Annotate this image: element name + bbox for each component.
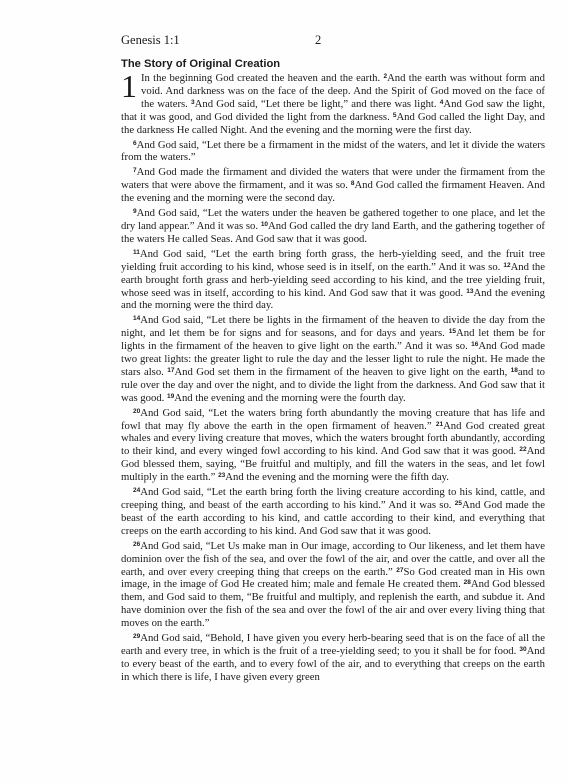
verse-number: 6 [133, 139, 137, 147]
verse-number: 15 [448, 328, 457, 336]
verse-text: So God created man in His own image, in the image of God He created him; male and female He created them. [121, 565, 545, 591]
verse-paragraph [121, 632, 545, 684]
verse-text: And God said, “Let the waters under the heaven be gathered together to one place, and let the dry land appear.” And it was so. [121, 207, 545, 232]
verse-text: In the beginning God created the heaven and the earth. [141, 72, 384, 84]
verse-text: And the evening and the morning were the fourth day. [174, 391, 406, 404]
verse-text: And God said, “Let there be light,” and there was light. [194, 97, 440, 110]
verse-number: 12 [503, 261, 511, 269]
verse-text: And God said, “Behold, I have given you every herb-bearing seed that is on the face of all the earth and every tree, in which is the fruit of a tree-yielding seed; to you it shall be for food. [121, 632, 545, 657]
verse-text: And God set them in the firmament of the heaven to give light on the earth, [174, 365, 511, 378]
verse-number: 26 [133, 540, 141, 548]
verse-paragraph [121, 207, 545, 246]
verse-number: 5 [392, 111, 397, 119]
verse-paragraph [121, 166, 545, 205]
running-head: Genesis 1:1 [121, 33, 180, 47]
verse-text: And God said, “Let the waters bring forth abundantly the moving creature that has life and fowl that may fly above the earth in the open firmament of heaven.” [121, 406, 545, 432]
verse-text: and to rule over the day and over the night, and to divide the light from the darkness. And God saw that it was good. [121, 365, 546, 404]
paragraphs [121, 68, 546, 684]
verse-text: And God called the dry land Earth, and the gathering together of the waters He called Seas. And God saw that it was good. [121, 219, 545, 245]
verse-text: And the evening and the morning were the third day. [121, 286, 545, 312]
verse-number: 3 [191, 98, 195, 106]
verse-number: 4 [439, 98, 444, 106]
verse-text: And God made the beast of the earth according to his kind, and cattle according to their kind, and everything that creeps on the earth according to his kind. And God saw that it was good. [121, 499, 545, 537]
verse-number: 30 [519, 645, 527, 653]
verse-number: 10 [260, 220, 269, 228]
scripture-text [121, 58, 545, 684]
verse-number: 8 [350, 180, 355, 188]
verse-text: And God made the firmament and divided the waters that were under the firmament from the waters that were above the firmament, and it was so. [121, 166, 545, 192]
verse-number: 22 [519, 446, 527, 454]
verse-text: And God said, “Let the earth bring forth the living creature according to his kind, cattle, and creeping thing, and beast of the earth according to his kind.” And it was so. [121, 486, 545, 511]
verse-text: And God called the light Day, and the darkness He called Night. And the evening and the morning were the first day. [121, 110, 545, 136]
verse-number: 19 [167, 392, 175, 400]
verse-text: And the earth was without form and void. And darkness was on the face of the deep. And the Spirit of God moved on the face of the waters. [141, 72, 545, 110]
verse-text: And God saw the light, that it was good, and God divided the light from the darkness. [121, 97, 545, 123]
verse-number: 14 [133, 315, 141, 323]
page-number: 2 [315, 33, 322, 47]
verse-text: And God said, “Let there be lights in the firmament of the heaven to divide the day from the night, and let them be for signs and for seasons, and for days and years. [121, 314, 545, 340]
verse-number: 11 [133, 248, 140, 256]
verse-number: 7 [133, 167, 137, 175]
chapter-number: 1 [121, 68, 137, 104]
verse-text: And God blessed them, and God said to them, “Be fruitful and multiply, and replenish the earth, and subdue it. And have dominion over the fish of the sea and over the fowl of the air and over every living thing that moves on the earth.” [121, 578, 545, 630]
verse-paragraph [121, 540, 545, 630]
verse-number: 24 [133, 487, 141, 495]
verse-paragraph [121, 68, 545, 137]
section-heading: The Story of Original Creation [121, 58, 281, 70]
verse-number: 27 [396, 566, 404, 574]
verse-text: And let them be for lights in the firmament of the heaven to give light on the earth.” And it was so. [121, 327, 545, 353]
verse-text: And the earth brought forth grass and herb-yielding seed according to his kind, and the tree yielding fruit, whose seed was in itself, according to his kind. And God saw that it was good. [121, 260, 545, 299]
verse-text: And God said, “Let Us make man in Our image, according to Our likeness, and let them have dominion over the fish of the sea, and over the fowl of the air, and over the cattle, and over all the earth, and over every creeping thing that creeps on the earth.” [121, 539, 545, 578]
verse-number: 16 [471, 341, 479, 349]
verse-text: And God created great whales and every living creature that moves, which the waters brought forth abundantly, according to their kind, and every winged fowl according to his kind. And God saw that it was good. [121, 419, 545, 458]
verse-number: 9 [133, 208, 137, 216]
verse-number: 25 [454, 500, 463, 507]
verse-number: 18 [510, 366, 518, 374]
verse-text: And God made two great lights: the greater light to rule the day and the lesser light to rule the night. He made the stars also. [121, 340, 545, 378]
verse-number: 13 [466, 287, 474, 295]
verse-number: 29 [133, 633, 141, 641]
verse-text: And God blessed them, saying, “Be fruitful and multiply, and fill the waters in the seas, and let fowl multiply in the earth.” [121, 445, 545, 484]
verse-paragraph [121, 407, 545, 484]
verse-number: 20 [133, 407, 141, 415]
verse-number: 2 [383, 73, 388, 80]
verse-number: 17 [167, 366, 175, 374]
verse-paragraph [121, 314, 545, 404]
verse-number: 28 [463, 579, 471, 587]
verse-text: And to every beast of the earth, and to every fowl of the air, and to everything that creeps on the earth in which there is life, I have given every green [121, 644, 545, 683]
verse-paragraph [121, 248, 545, 313]
verse-text: And the evening and the morning were the fifth day. [225, 471, 449, 484]
verse-paragraph [121, 139, 545, 165]
verse-paragraph [121, 486, 545, 538]
verse-text: And God said, “Let the earth bring forth grass, the herb-yielding seed, and the fruit tree yielding fruit according to his kind, whose seed is in itself, on the earth.” And it was so. [121, 247, 545, 273]
verse-number: 21 [435, 420, 444, 428]
verse-number: 23 [218, 472, 226, 480]
verse-text: And God called the firmament Heaven. And the evening and the morning were the second day. [121, 179, 545, 205]
verse-text: And God said, “Let there be a firmament in the midst of the waters, and let it divide the waters from the waters.” [121, 138, 545, 164]
